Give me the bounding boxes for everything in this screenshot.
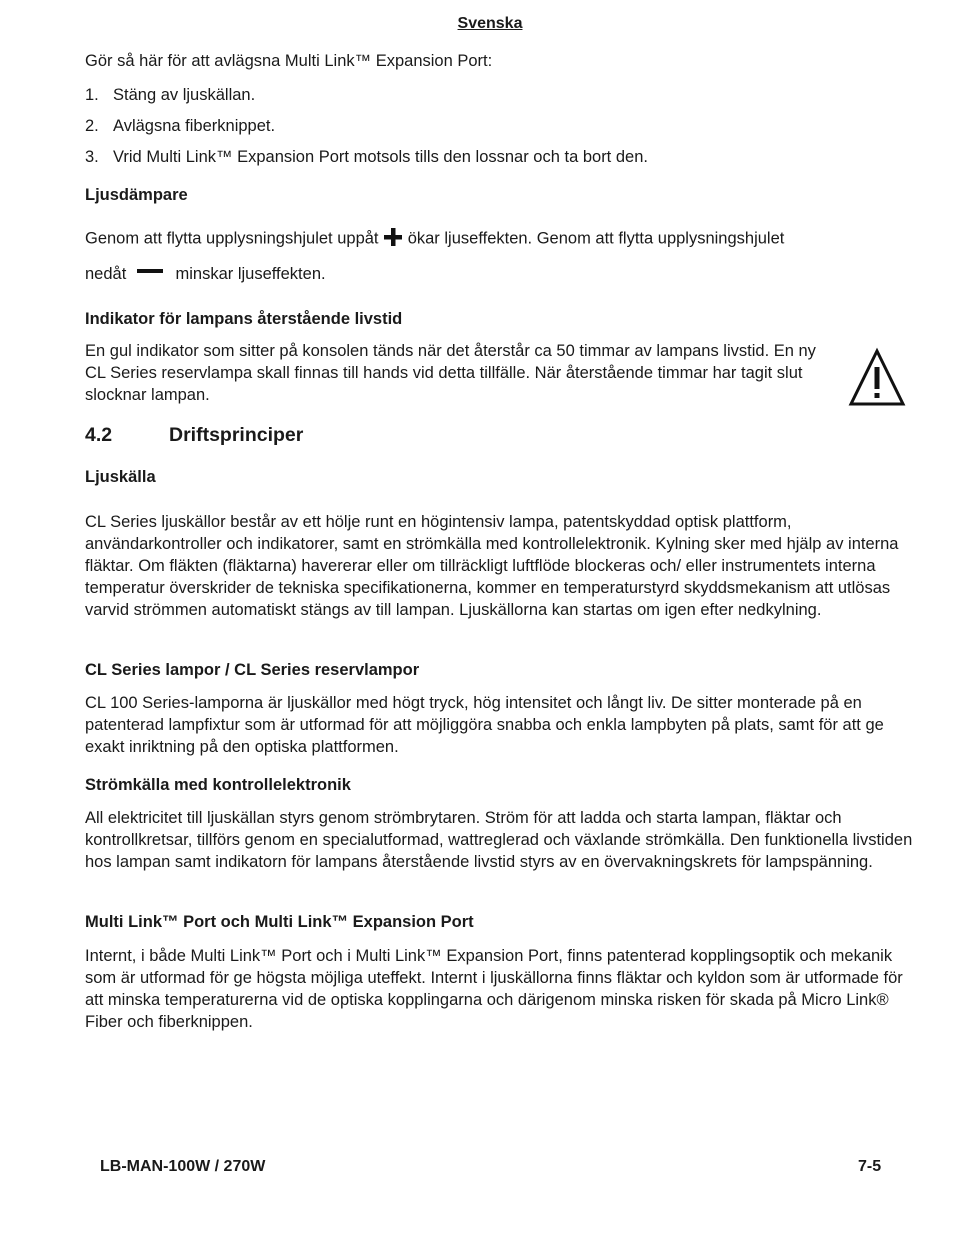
footer-doc-id: LB-MAN-100W / 270W <box>100 1158 266 1175</box>
list-item <box>85 115 915 137</box>
list-text: Avlägsna fiberknippet. <box>113 117 276 135</box>
dimmer-text-line1 <box>85 227 915 251</box>
section-title: Driftsprinciper <box>169 424 304 446</box>
dimmer-text-line2 <box>85 263 915 286</box>
plus-icon <box>383 227 403 251</box>
list-number: 1. <box>85 86 99 104</box>
list-text: Vrid Multi Link™ Expansion Port motsols tills den lossnar och ta bort den. <box>113 148 648 166</box>
multilink-heading: Multi Link™ Port och Multi Link™ Expansion Port <box>85 913 474 931</box>
lamps-text: CL 100 Series-lamporna är ljuskällor med högt tryck, hög intensitet och långt liv. De sitter monterade på en patenterad lampfixtur som är utformad för att möjliggöra snabba och enkla lampbyten på plats, samt för att ge exakt inriktning på den optiska plattformen. <box>85 694 884 756</box>
dimmer-heading: Ljusdämpare <box>85 186 188 204</box>
dimmer-text-c: nedåt <box>85 265 127 283</box>
lamps-heading: CL Series lampor / CL Series reservlampor <box>85 661 420 679</box>
list-number: 2. <box>85 117 99 135</box>
intro-text: Gör så här för att avlägsna Multi Link™ Expansion Port: <box>85 52 493 70</box>
section-heading <box>85 424 303 447</box>
power-heading: Strömkälla med kontrollelektronik <box>85 776 351 794</box>
footer-page-number: 7-5 <box>858 1158 882 1175</box>
multilink-text: Internt, i både Multi Link™ Port och i Multi Link™ Expansion Port, finns patenterad kopplingsoptik och mekanik som är utformad för ge högsta möjliga uteffekt. Internt i ljuskällorna finns fläktar och kyldon som är utformade för att minska temperaturerna vid de optiska kopplingarna och därigenom minska risken för skada på Micro Link® Fiber och fiberknippen. <box>85 947 903 1031</box>
warning-triangle-icon <box>848 347 906 407</box>
light-source-heading: Ljuskälla <box>85 468 156 486</box>
lamp-indicator-heading: Indikator för lampans återstående livstid <box>85 310 403 328</box>
lamp-indicator-text: En gul indikator som sitter på konsolen tänds när det återstår ca 50 timmar av lampans livstid. En ny CL Series reservlampa skall finnas till hands vid detta tillfälle. När återstående timmar har tagit slut slocknar lampan. <box>85 342 816 404</box>
dimmer-text-a: Genom att flytta upplysningshjulet uppåt <box>85 229 379 248</box>
light-source-text: CL Series ljuskällor består av ett hölje runt en högintensiv lampa, patentskyddad optisk plattform, användarkontroller och indikatorer, samt en strömkälla med kontrollelektronik. Kylning sker med hjälp av interna fläktar. Om fläkten (fläktarna) havererar eller om tillräckligt luftflöde blockeras och/ eller instrumentets interna temperatur överskrider de tekniska specifikationerna, kommer en temperaturstyrd skyddsmekanism att utlösas varvid strömmen automatiskt stängs av till lampan. Ljuskällorna kan startas om igen efter nedkylning. <box>85 513 899 619</box>
list-text: Stäng av ljuskällan. <box>113 86 256 104</box>
dimmer-text-d: minskar ljuseffekten. <box>175 265 326 283</box>
list-number: 3. <box>85 148 99 166</box>
list-item <box>85 84 915 106</box>
dimmer-text-b: ökar ljuseffekten. Genom att flytta upplysningshjulet <box>407 229 785 248</box>
minus-icon <box>137 264 163 286</box>
list-item <box>85 146 915 168</box>
section-number: 4.2 <box>85 424 113 446</box>
language-heading: Svenska <box>457 15 523 32</box>
power-text: All elektricitet till ljuskällan styrs genom strömbrytaren. Ström för att ladda och starta lampan, fläktar och kontrollkretsar, tillförs genom en specialutformad, wattreglerad och växlande strömkälla. Den funktionella livstiden hos lampan samt indikatorn för lampans återstående livstid styrs av en övervakningskrets för lampspänning. <box>85 809 913 871</box>
